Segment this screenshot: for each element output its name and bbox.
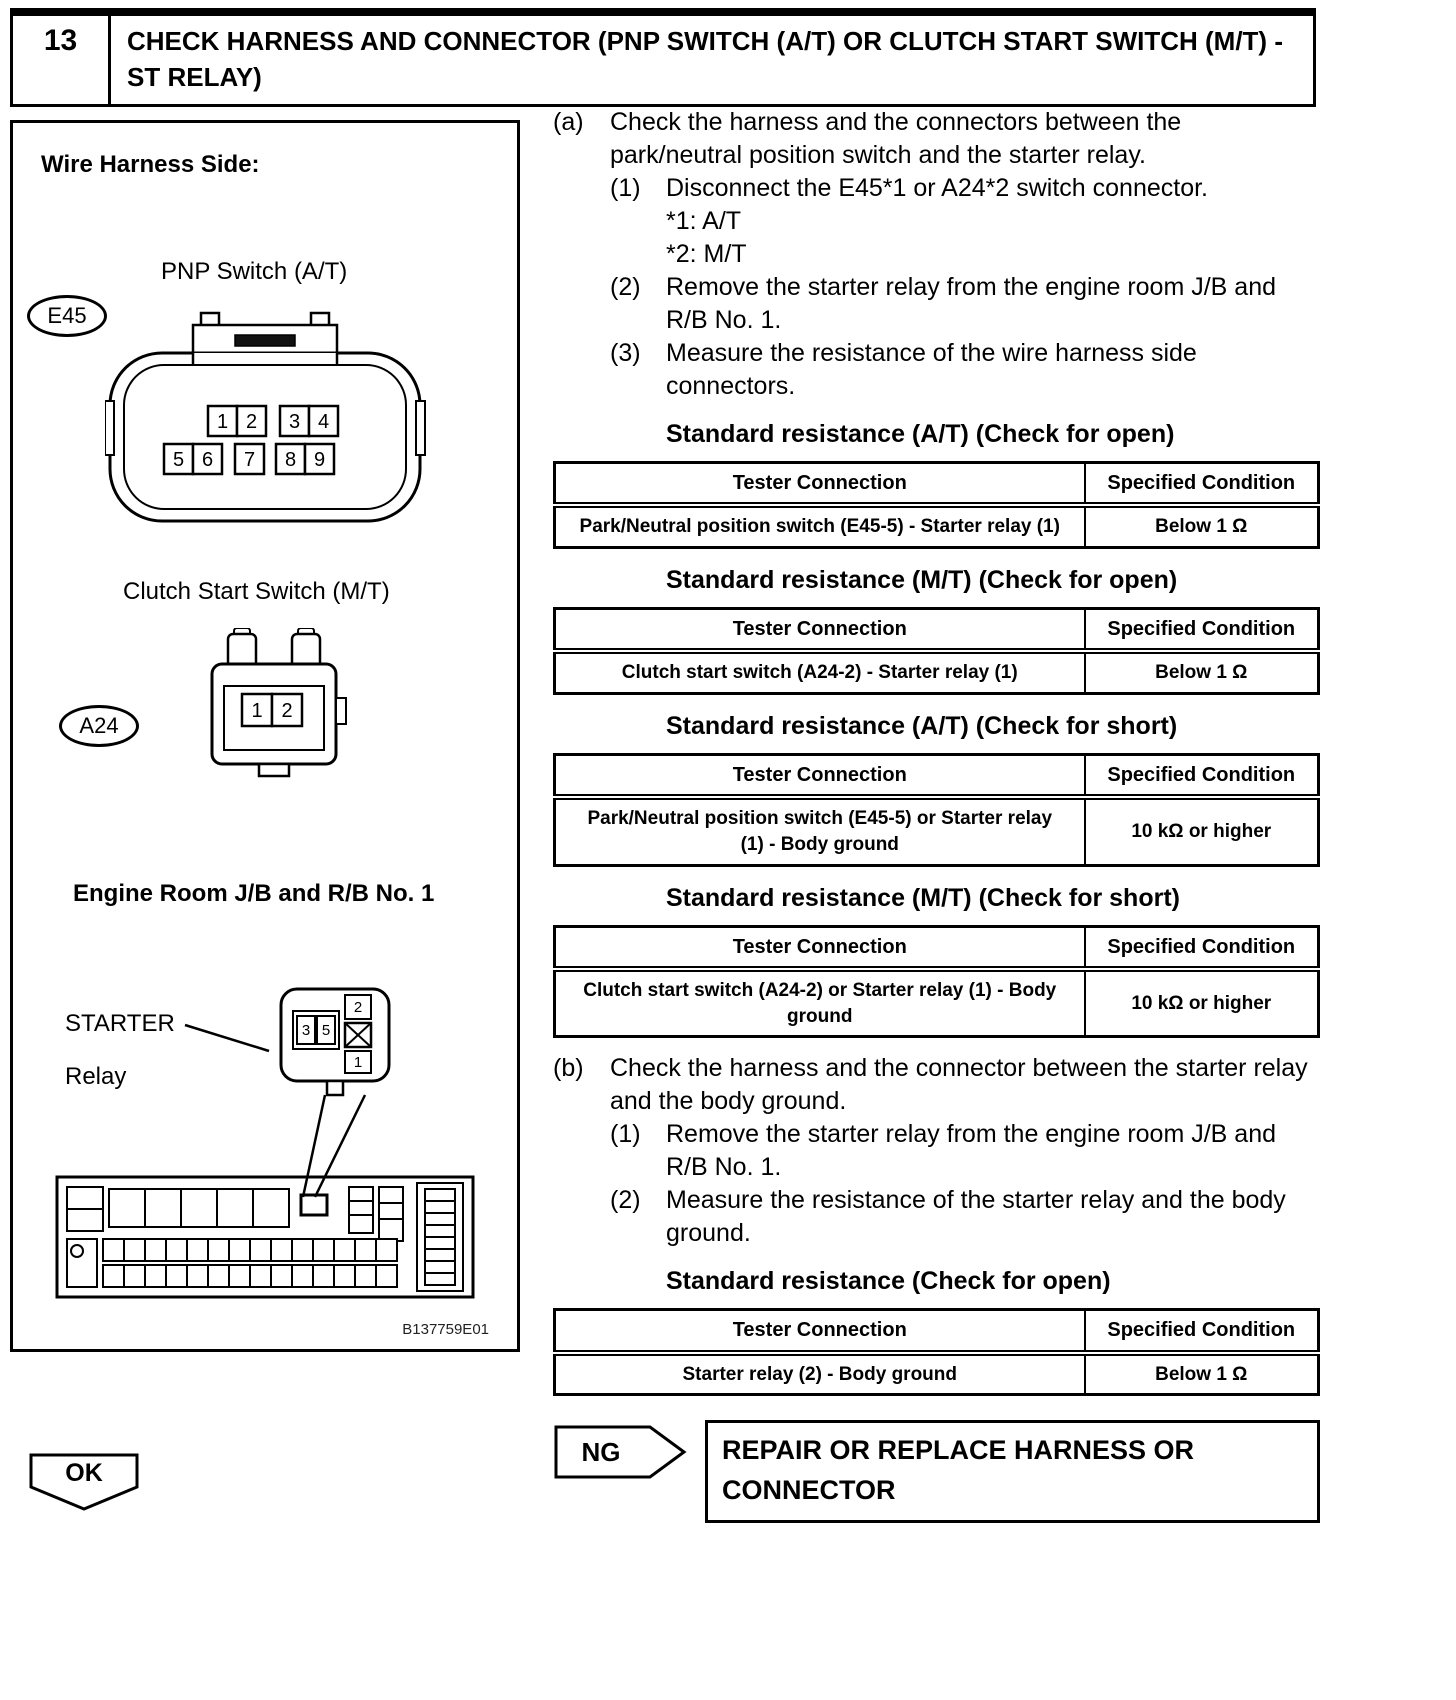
table-header-row	[555, 609, 1319, 652]
pin-label: 8	[284, 449, 297, 471]
junction-block-diagram	[53, 1173, 483, 1303]
tester-connection-value: Clutch start switch (A24-2) - Starter relay (1)	[555, 651, 1085, 693]
col-tester-connection: Tester Connection	[555, 755, 1085, 798]
specified-condition-value: Below 1 Ω	[1085, 651, 1319, 693]
connector-id-badge-a24: A24	[59, 705, 139, 747]
pin-label: 5	[172, 449, 185, 471]
step-a1-note2: *2: M/T	[666, 240, 747, 268]
step-b-text: Check the harness and the connector between the starter relay and the body ground.	[610, 1054, 1308, 1116]
col-tester-connection: Tester Connection	[555, 926, 1085, 969]
table-row	[555, 1353, 1319, 1395]
pin-label: 9	[313, 449, 326, 471]
pin-label: 6	[201, 449, 214, 471]
col-specified-condition: Specified Condition	[1085, 463, 1319, 506]
col-tester-connection: Tester Connection	[555, 463, 1085, 506]
col-tester-connection: Tester Connection	[555, 609, 1085, 652]
engine-room-title: Engine Room J/B and R/B No. 1	[73, 880, 435, 907]
clutch-switch-title: Clutch Start Switch (M/T)	[123, 578, 390, 605]
pin-label: 1	[353, 1054, 363, 1071]
step-a-label: (a)	[553, 108, 584, 136]
figure-caption: Wire Harness Side:	[41, 151, 260, 178]
spec-table-1	[553, 461, 1320, 549]
col-tester-connection: Tester Connection	[555, 1310, 1085, 1353]
starter-relay-label-2: Relay	[65, 1063, 127, 1090]
step-b1-text: Remove the starter relay from the engine room J/B and R/B No. 1.	[666, 1120, 1277, 1182]
table-heading-1: Standard resistance (A/T) (Check for open)	[666, 420, 1175, 448]
step-header	[10, 8, 1316, 107]
step-b2	[610, 1184, 1320, 1250]
figure-code: B137759E01	[402, 1321, 489, 1338]
pin-label: 3	[288, 411, 301, 433]
specified-condition-value: Below 1 Ω	[1085, 505, 1319, 547]
table-row	[555, 651, 1319, 693]
tester-connection-value: Starter relay (2) - Body ground	[555, 1353, 1085, 1395]
table-row	[555, 797, 1319, 865]
step-a3	[610, 337, 1320, 403]
step-a3-text: Measure the resistance of the wire harness side connectors.	[666, 339, 1197, 400]
pin-label: 5	[321, 1022, 331, 1039]
col-specified-condition: Specified Condition	[1085, 1310, 1319, 1353]
col-specified-condition: Specified Condition	[1085, 755, 1319, 798]
col-specified-condition: Specified Condition	[1085, 926, 1319, 969]
tester-connection-value: Clutch start switch (A24-2) or Starter relay (1) - Body ground	[555, 969, 1085, 1037]
tester-connection-value: Park/Neutral position switch (E45-5) or Starter relay (1) - Body ground	[555, 797, 1085, 865]
table-heading-3: Standard resistance (A/T) (Check for short)	[666, 712, 1178, 741]
pin-label: 4	[317, 411, 330, 433]
step-a1-text	[666, 172, 1320, 271]
step-b	[553, 1052, 1320, 1118]
clutch-connector-diagram	[198, 628, 358, 793]
ng-action-box: REPAIR OR REPLACE HARNESS OR CONNECTOR	[705, 1420, 1320, 1522]
table-header-row	[555, 463, 1319, 506]
table-heading-5: Standard resistance (Check for open)	[666, 1267, 1111, 1296]
pin-label: 1	[251, 700, 263, 722]
specified-condition-value: 10 kΩ or higher	[1085, 797, 1319, 865]
table-header-row	[555, 1310, 1319, 1353]
step-a1-label: (1)	[610, 174, 641, 202]
table-header-row	[555, 755, 1319, 798]
step-a1	[610, 172, 1320, 271]
starter-relay-diagram	[263, 983, 413, 1103]
pin-label: 3	[301, 1022, 311, 1039]
table-header-row	[555, 926, 1319, 969]
step-b-label: (b)	[553, 1054, 584, 1083]
pin-label: 2	[281, 700, 293, 722]
step-a	[553, 106, 1320, 172]
step-a2-text: Remove the starter relay from the engine room J/B and R/B No. 1.	[666, 273, 1277, 334]
connector-id-badge-e45: E45	[27, 295, 107, 337]
ng-arrow-tag	[553, 1424, 689, 1480]
col-specified-condition: Specified Condition	[1085, 609, 1319, 652]
pnp-connector-diagram	[105, 311, 427, 527]
wire-harness-figure	[10, 120, 520, 1352]
spec-table-3	[553, 753, 1320, 867]
spec-table-2	[553, 607, 1320, 695]
step-a3-label: (3)	[610, 339, 641, 367]
step-b2-label: (2)	[610, 1186, 641, 1215]
ng-result-row	[553, 1420, 1320, 1522]
ok-arrow-tag	[28, 1452, 140, 1512]
step-number: 13	[13, 16, 111, 104]
spec-table-5	[553, 1308, 1320, 1396]
step-b1	[610, 1118, 1320, 1184]
pin-label: 7	[243, 449, 256, 471]
connector-latch	[235, 335, 295, 346]
starter-relay-label-1: STARTER	[65, 1010, 175, 1037]
tester-connection-value: Park/Neutral position switch (E45-5) - Starter relay (1)	[555, 505, 1085, 547]
pin-label: 1	[216, 411, 229, 433]
spec-table-4	[553, 925, 1320, 1039]
step-a1-main: Disconnect the E45*1 or A24*2 switch connector.	[666, 174, 1208, 202]
pin-label: 2	[245, 411, 258, 433]
specified-condition-value: 10 kΩ or higher	[1085, 969, 1319, 1037]
table-heading-2: Standard resistance (M/T) (Check for open)	[666, 566, 1178, 595]
page-title: CHECK HARNESS AND CONNECTOR (PNP SWITCH (A/T) OR CLUTCH START SWITCH (M/T) - ST RELAY)	[127, 26, 1283, 93]
table-heading-4: Standard resistance (M/T) (Check for short)	[666, 883, 1180, 912]
specified-condition-value: Below 1 Ω	[1085, 1353, 1319, 1395]
step-b2-text: Measure the resistance of the starter relay and the body ground.	[666, 1186, 1286, 1248]
pnp-switch-title: PNP Switch (A/T)	[161, 258, 348, 285]
table-row	[555, 969, 1319, 1037]
step-a-text: Check the harness and the connectors between the park/neutral position switch and the starter relay.	[610, 108, 1182, 169]
pin-label: 2	[353, 999, 363, 1016]
step-b1-label: (1)	[610, 1120, 641, 1149]
ok-label: OK	[65, 1459, 103, 1487]
relay-socket-location	[301, 1195, 327, 1215]
step-a2-label: (2)	[610, 273, 641, 301]
instructions-column	[553, 106, 1320, 1523]
step-a2	[610, 271, 1320, 337]
ng-label: NG	[581, 1437, 621, 1468]
table-row	[555, 505, 1319, 547]
step-a1-note1: *1: A/T	[666, 207, 742, 235]
